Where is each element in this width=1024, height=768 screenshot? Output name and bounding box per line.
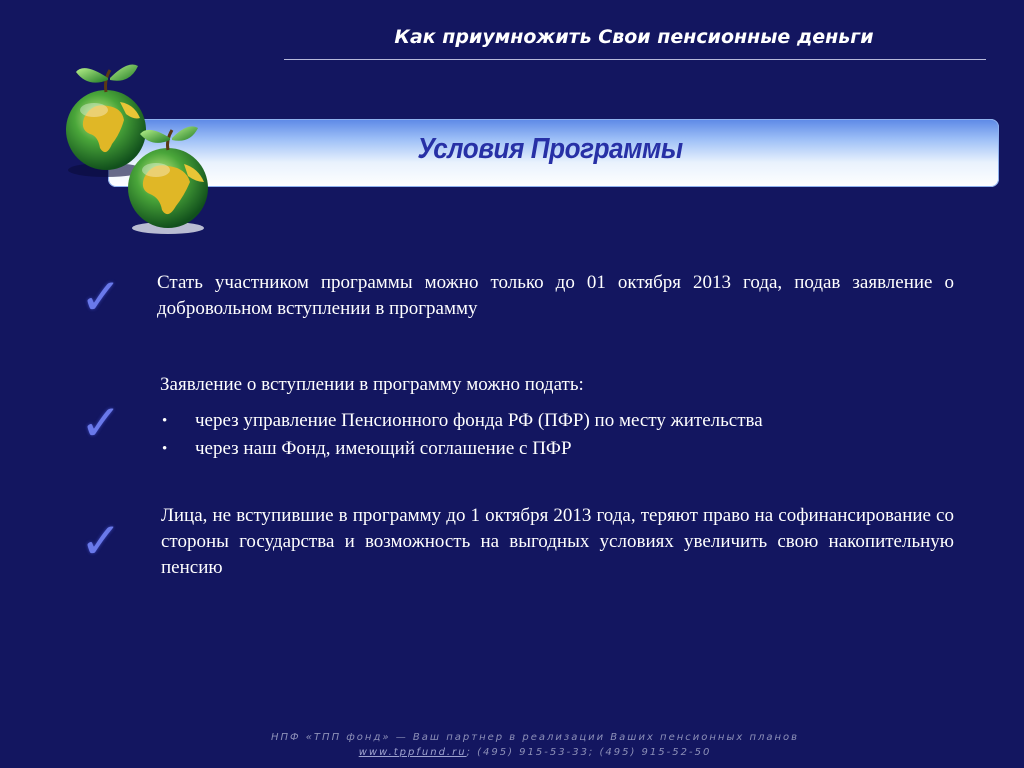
- bullet-icon: •: [162, 413, 168, 429]
- list-item-text: через наш Фонд, имеющий соглашение с ПФР: [195, 438, 572, 459]
- globe-apple-icon: [116, 124, 216, 238]
- application-methods-list: [160, 407, 1000, 463]
- list-item: [160, 407, 1000, 435]
- footer-contacts: [0, 747, 1024, 758]
- list-item: [160, 435, 1000, 463]
- consequences-text: Лица, не вступившие в программу до 1 октября 2013 года, теряют право на софинансирование со стороны государства и возможность на выгодных условиях увеличить свою накопительную пенсию: [161, 505, 954, 578]
- website-link[interactable]: www.tppfund.ru: [358, 747, 467, 758]
- list-item-text: через управление Пенсионного фонда РФ (ПФР) по месту жительства: [195, 410, 763, 431]
- presentation-title: Как приумножить Свои пенсионные деньги: [394, 26, 874, 48]
- footer-tagline: НПФ «ТПП фонд» — Ваш партнер в реализации Ваших пенсионных планов: [270, 732, 800, 743]
- footer-phones: ; (495) 915-53-33; (495) 915-52-50: [466, 747, 712, 758]
- section-banner: [108, 119, 999, 187]
- check-icon: ✓: [80, 268, 122, 326]
- title-divider: [284, 59, 986, 60]
- check-icon: ✓: [80, 394, 122, 452]
- check-icon: ✓: [80, 512, 122, 570]
- bullet-icon: •: [162, 441, 168, 457]
- condition-deadline-text: Стать участником программы можно только до 01 октября 2013 года, подав заявление о добровольном вступлении в программу: [157, 272, 954, 319]
- application-methods-heading: Заявление о вступлении в программу можно подать:: [160, 374, 584, 395]
- section-title: Условия Программы: [417, 133, 683, 165]
